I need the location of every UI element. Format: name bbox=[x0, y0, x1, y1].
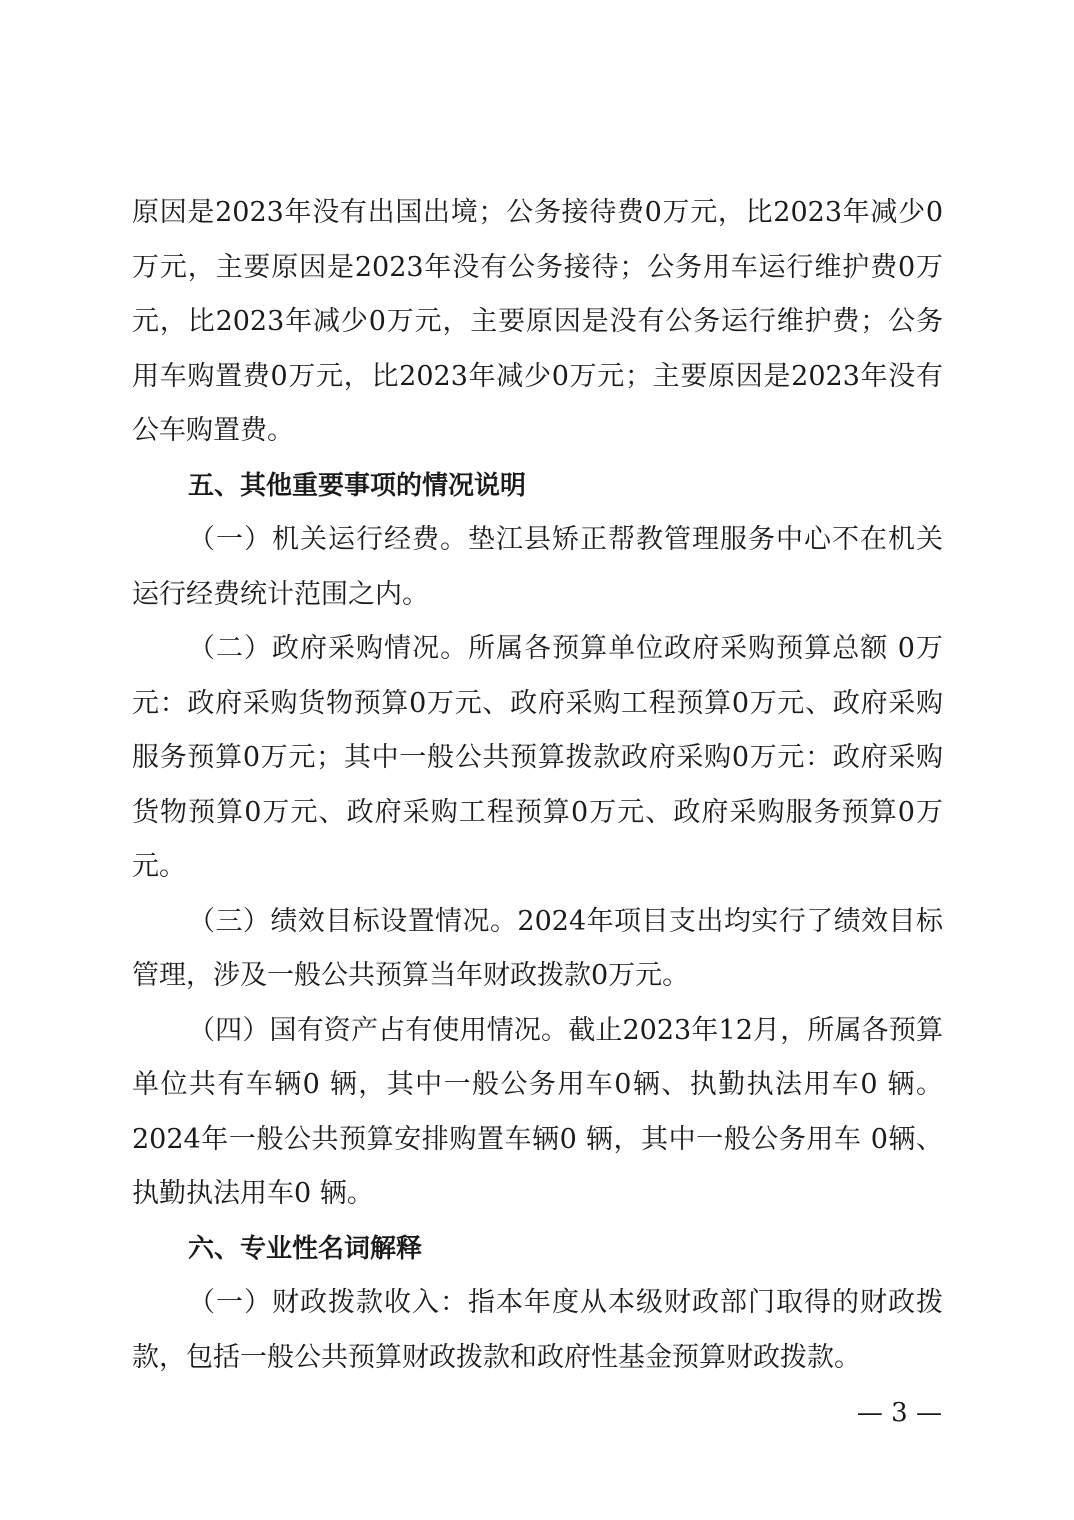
document-body bbox=[132, 186, 943, 1385]
section-heading-five: 五、其他重要事项的情况说明 bbox=[188, 470, 527, 501]
paragraph-operating-funds: （一）机关运行经费。垫江县矫正帮教管理服务中心不在机关运行经费统计范围之内。 bbox=[132, 524, 943, 610]
page-number: — 3 — bbox=[856, 1398, 942, 1428]
paragraph-state-assets: （四）国有资产占有使用情况。截止2023年12月，所属各预算单位共有车辆0 辆，其中一般公务用车0辆、执勤执法用车0 辆。2024年一般公共预算安排购置车辆0 辆，其中一般公务用车 0辆、执勤执法用车0 辆。 bbox=[132, 1014, 943, 1209]
paragraph-continuation: 原因是2023年没有出国出境；公务接待费0万元，比2023年减少0万元，主要原因是2023年没有公务接待；公务用车运行维护费0万元，比2023年减少0万元，主要原因是没有公务运行维护费；公务用车购置费0万元，比2023年减少0万元；主要原因是2023年没有公车购置费。 bbox=[132, 197, 943, 446]
paragraph-fiscal-appropriation: （一）财政拨款收入：指本年度从本级财政部门取得的财政拨款，包括一般公共预算财政拨款和政府性基金预算财政拨款。 bbox=[132, 1287, 943, 1373]
section-heading-six: 六、专业性名词解释 bbox=[188, 1233, 423, 1264]
paragraph-government-procurement: （二）政府采购情况。所属各预算单位政府采购预算总额 0万元：政府采购货物预算0万元、政府采购工程预算0万元、政府采购服务预算0万元；其中一般公共预算拨款政府采购0万元：政府采购货物预算0万元、政府采购工程预算0万元、政府采购服务预算0万元。 bbox=[132, 633, 943, 882]
paragraph-performance-targets: （三）绩效目标设置情况。2024年项目支出均实行了绩效目标管理，涉及一般公共预算当年财政拨款0万元。 bbox=[132, 905, 943, 991]
